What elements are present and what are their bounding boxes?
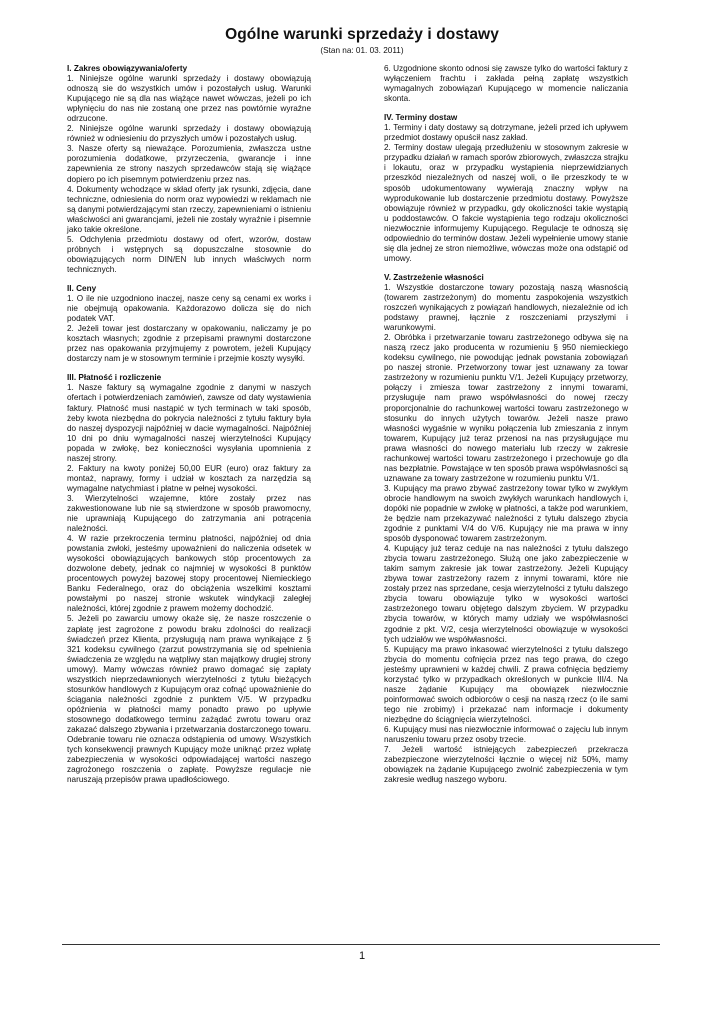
section-title: II. Ceny xyxy=(67,283,97,293)
paragraph: 3. Nasze oferty są nieważące. Porozumienia, zwłaszcza ustne porozumienia dodatkowe, przyrzeczenia, gwarancje i inne zapewnienia ze strony naszych sprzedawców stają się wiążące dopiero po ich pisemnym potwierdzeniu przez nas. xyxy=(67,144,311,184)
section-title: IV. Terminy dostaw xyxy=(384,113,458,123)
section-payment-continued xyxy=(384,64,628,104)
section-delivery-terms xyxy=(384,113,628,264)
paragraph: 1. O ile nie uzgodniono inaczej, nasze ceny są cenami ex works i nie obejmują opakowania. Każdorazowo dolicza się do nich podatek VAT. xyxy=(67,294,311,324)
paragraph: 4. Dokumenty wchodzące w skład oferty jak rysunki, zdjęcia, dane techniczne, odniesienia do norm oraz wypowiedzi w reklamach nie są danymi potwierdzającymi stan rzeczy, zapewnieniami o istnieniu właściwości ani gwarancjami, jeżeli nie zostały wyraźnie i pisemnie jako takie określone. xyxy=(67,184,311,234)
section-scope xyxy=(67,64,311,275)
document-date: (Stan na: 01. 03. 2011) xyxy=(320,46,404,55)
paragraph: 5. Kupujący ma prawo inkasować wierzytelności z tytułu dalszego zbycia do momentu cofnięcia przez nas tego prawa, do czego jesteśmy uprawnieni w każdej chwili. Z prawa cofnięcia będziemy korzystać tylko w przypadkach określonych w punkcie III/4. Na nasze żądanie Kupujący ma obowiązek niezwłocznie poinformować swoich odbiorców o cesji na naszą rzecz (o ile sami tego nie zrobimy) i przekazać nam informacje i dokumenty niezbędne do ściągnięcia wierzytelności. xyxy=(384,644,628,724)
paragraph: 2. Jeżeli towar jest dostarczany w opakowaniu, naliczamy je po kosztach własnych; zgodnie z przepisami prawnymi dostarczone przez nas opakowania przyjmujemy z powrotem, jeżeli Kupujący dostarczy nam je w stosownym terminie i przejmie koszty wysyłki. xyxy=(67,324,311,364)
section-title: III. Płatność i rozliczenie xyxy=(67,373,162,383)
paragraph: 1. Nasze faktury są wymagalne zgodnie z danymi w naszych ofertach i potwierdzeniach zamówień, zawsze od daty wystawienia faktury. Płatność musi nastąpić w tych terminach w taki sposób, żeby kwota niezbędna do pokrycia należności z tytułu faktury była do naszej dyspozycji najpóźniej w dacie wymagalności. Najpóźniej 10 dni po dniu wymagalności naszej wierzytelności Kupujący popada w zwłokę, bez konieczności wysyłania upomnienia z naszej strony. xyxy=(67,383,311,463)
section-title: V. Zastrzeżenie własności xyxy=(384,272,484,282)
paragraph: 3. Kupujący ma prawo zbywać zastrzeżony towar tylko w zwykłym obrocie handlowym na swoich zwykłych warunkach handlowych i, dopóki nie popadnie w zwłokę w płatności, a także pod warunkiem, że będzie nam przekazywać należności z tytułu dalszego zbycia zgodnie z punktami V/4 do V/6. Kupujący nie ma prawa w inny sposób dysponować towarem zastrzeżonym. xyxy=(384,483,628,544)
right-column xyxy=(384,64,628,794)
paragraph: 7. Jeżeli wartość istniejących zabezpieczeń przekracza zabezpieczone wierzytelności łącznie o więcej niż 50%, mamy obowiązek na żądanie Kupującego zwolnić zabezpieczenia w tym zakresie według naszego wyboru. xyxy=(384,745,628,785)
section-title: I. Zakres obowiązywania/oferty xyxy=(67,64,188,73)
paragraph: 2. Terminy dostaw ulegają przedłużeniu w stosownym zakresie w przypadku działań w ramach sporów zbiorowych, zwłaszcza strajku i lokautu, oraz w przypadku wystąpienia nieprzewidzianych przeszkód niezależnych od naszej woli, o ile przeszkody te w sposób udokumentowany wywierają znaczny wpływ na wyprodukowanie lub dostarczenie przedmiotu dostawy. Powyższe obowiązuje również w przypadku, gdy okoliczności takie wystąpią u poddostawców. O fakcie wystąpienia tego rodzaju okoliczności niezwłocznie informujemy Kupującego. Regulacje te odnoszą się odpowiednio do terminów dostaw. Jeżeli wypełnienie umowy stanie się dla jednej ze stron niemożliwe, wówczas może ona odstąpić od umowy. xyxy=(384,143,628,263)
section-payment xyxy=(67,373,311,785)
paragraph: 3. Wierzytelności wzajemne, które zostały przez nas zakwestionowane lub nie są stwierdzone w sposób prawomocny, nie uprawniają Kupującego do zatrzymania ani potrącenia należności. xyxy=(67,493,311,534)
paragraph: 2. Faktury na kwoty poniżej 50,00 EUR (euro) oraz faktury za montaż, naprawy, formy i udział w kosztach za narzędzia są wymagalne natychmiast i płatne w pełnej wysokości. xyxy=(67,463,311,493)
paragraph: 1. Wszystkie dostarczone towary pozostają naszą własnością (towarem zastrzeżonym) do momentu zaspokojenia wszystkich roszczeń wynikających z powiązań handlowych, niezależnie od ich podstawy prawnej, łącznie z roszczeniami przyszłymi i warunkowymi. xyxy=(384,282,628,333)
paragraph: 1. Terminy i daty dostawy są dotrzymane, jeżeli przed ich upływem przedmiot dostawy opuścił nasz zakład. xyxy=(384,123,628,143)
section-retention-of-title xyxy=(384,273,628,785)
left-column xyxy=(67,64,311,794)
paragraph: 2. Niniejsze ogólne warunki sprzedaży i dostawy obowiązują również w odniesieniu do przyszłych umów i pozostałych usług. xyxy=(67,124,311,144)
section-prices xyxy=(67,284,311,364)
page-number: 1 xyxy=(358,950,366,962)
paragraph: 2. Obróbka i przetwarzanie towaru zastrzeżonego odbywa się na naszą rzecz jako producenta w rozumieniu § 950 niemieckiego kodeksu cywilnego, nie powodując jednak powstania zobowiązań po naszej stronie. Przetworzony towar jest uznawany za towar zastrzeżony w rozumieniu punktu V/1. Jeżeli Kupujący przetworzy, połączy i zmiesza towar zastrzeżony z innymi towarami, przysługuje nam prawo współwłasności do nowej rzeczy proporcjonalnie do rachunkowej wartości towaru zastrzeżonego w stosunku do innych użytych towarów. Jeżeli nasze prawo własności wygaśnie w wyniku połączenia lub zmieszania z innym towarem, Kupujący już teraz przenosi na nas przysługujące mu prawa własności do nowego materiału lub rzeczy w zakresie rachunkowej wartości towaru zastrzeżonego i przechowuje go dla nas bezpłatnie. Powstające w ten sposób prawa współwłasności są uznawane za towary zastrzeżone w rozumieniu punktu V/1. xyxy=(384,333,628,483)
paragraph: 6. Kupujący musi nas niezwłocznie informować o zajęciu lub innym naruszeniu towaru przez osoby trzecie. xyxy=(384,725,628,745)
footer-divider xyxy=(62,944,660,945)
paragraph: 1. Niniejsze ogólne warunki sprzedaży i dostawy obowiązują odnoszą sie do wszystkich umów i pozostałych usług. Warunki Kupującego nie są dla nas wiążące nawet wówczas, jeżeli po ich wpłynięciu do nas nie zostaną one przez nas powtórnie wyraźne odrzucone. xyxy=(67,74,311,124)
paragraph: 4. W razie przekroczenia terminu płatności, najpóźniej od dnia powstania zwłoki, jesteśmy upoważnieni do naliczenia odsetek w wysokości obowiązujących bankowych stóp procentowych za dozwolone debety, jednak co najmniej w wysokości 8 punktów procentowych powyżej bazowej stopy procentowej Niemieckiego Banku Federalnego, oraz do obciążenia wszelkimi kosztami powstałymi po naszej stronie wskutek windykacji zaległej należności, której zgodnie z prawem możemy dochodzić. xyxy=(67,534,311,614)
document-title: Ogólne warunki sprzedaży i dostawy xyxy=(225,26,499,43)
paragraph: 4. Kupujący już teraz ceduje na nas należności z tytułu dalszego zbycia towaru zastrzeżonego. Służą one jako zabezpieczenie w takim samym zakresie jak towar zastrzeżony. Jeżeli Kupujący zbywa towar zastrzeżony razem z innymi towarami, które nie zostały przez nas sprzedane, cesja wierzytelności z tytułu dalszego zbycia towaru obowiązuje tylko w wysokości wartości zastrzeżonego towaru objętego dalszym zbyciem. W przypadku zbycia towarów, w których mamy udziały we współwłasności zgodnie z pkt. V/2, cesja wierzytelności obowiązuje w wysokości tych udziałów we współwłasności. xyxy=(384,544,628,644)
paragraph: 6. Uzgodnione skonto odnosi się zawsze tylko do wartości faktury z wyłączeniem frachtu i zakłada pełną zapłatę wszystkich wymagalnych zobowiązań Kupującego w momencie naliczania skonta. xyxy=(384,64,628,104)
paragraph: 5. Jeżeli po zawarciu umowy okaże się, że nasze roszczenie o zapłatę jest zagrożone z powodu braku zdolności do realizacji świadczeń przez Klienta, przysługują nam prawa wynikające z § 321 kodeksu cywilnego (zarzut powstrzymania się od spełnienia świadczenia ze względu na wątpliwy stan majątkowy drugiej strony umowy). Mamy wówczas również prawo domagać się zapłaty wszystkich nieprzedawnionych wierzytelności z tytułu bieżących stosunków handlowych z Kupującym oraz cofnąć upoważnienie do ściągania należności zgodnie z punktem V/5. W przypadku opóźnienia w płatności mamy ponadto prawo po upływie stosownego dodatkowego terminu zażądać zwrotu towaru oraz zakazać dalszego zbywania i przetwarzania dostarczonego towaru. Odebranie towaru nie oznacza odstąpienia od umowy. Wszystkich tych konsekwencji prawnych Kupujący może uniknąć przez wpłatę zabezpieczenia w wysokości odpowiadającej wartości naszego zagrożonego roszczenia o zapłatę. Powyższe regulacje nie naruszają przepisów prawa upadłościowego. xyxy=(67,614,311,785)
paragraph: 5. Odchylenia przedmiotu dostawy od ofert, wzorów, dostaw próbnych i wstępnych są dopuszczalne stosownie do obowiązujących norm DIN/EN lub innych właściwych norm technicznych. xyxy=(67,234,311,274)
